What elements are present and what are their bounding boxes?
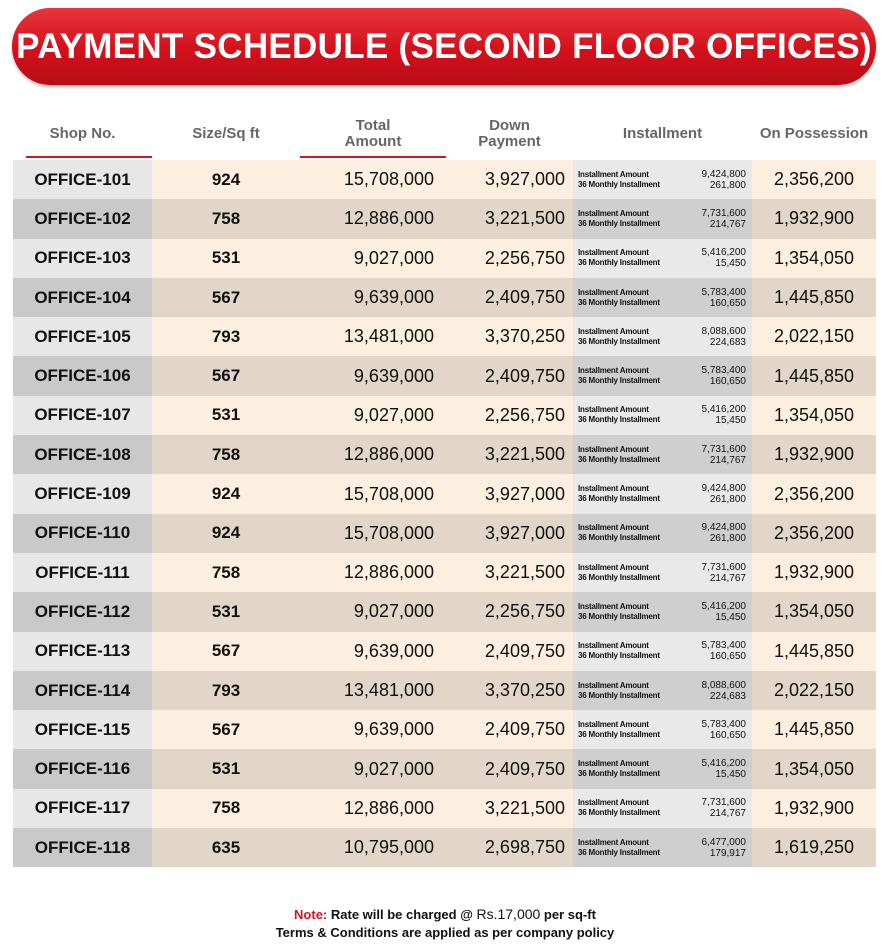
cell-installment bbox=[573, 671, 752, 710]
table-row bbox=[13, 632, 876, 671]
table-row bbox=[13, 671, 876, 710]
header-underline bbox=[300, 156, 446, 158]
installment-values bbox=[702, 797, 747, 819]
installment-amount-value: 5,783,400 bbox=[701, 718, 746, 730]
monthly-installment-value: 261,800 bbox=[709, 494, 746, 506]
cell-total-amount: 9,027,000 bbox=[300, 396, 446, 435]
cell-installment bbox=[573, 789, 752, 828]
header-down-payment bbox=[446, 110, 573, 158]
installment-amount-value: 5,783,400 bbox=[701, 286, 746, 298]
installment-values bbox=[702, 640, 747, 662]
monthly-installment-label: 36 Monthly Installment bbox=[578, 651, 660, 661]
installment-amount-value: 5,783,400 bbox=[701, 365, 746, 377]
monthly-installment-label: 36 Monthly Installment bbox=[578, 690, 660, 700]
installment-labels bbox=[578, 720, 660, 740]
cell-down-payment: 2,409,750 bbox=[446, 278, 573, 317]
monthly-installment-label: 36 Monthly Installment bbox=[578, 179, 660, 189]
cell-on-possession: 1,932,900 bbox=[752, 199, 876, 238]
installment-labels bbox=[578, 563, 660, 583]
cell-shop-no: OFFICE-103 bbox=[13, 239, 152, 278]
header-size-label: Size/Sq ft bbox=[192, 125, 260, 142]
table-row bbox=[13, 199, 876, 238]
installment-values bbox=[702, 287, 747, 309]
installment-amount-label: Installment Amount bbox=[578, 287, 649, 297]
cell-size: 793 bbox=[152, 671, 300, 710]
cell-total-amount: 9,027,000 bbox=[300, 749, 446, 788]
monthly-installment-value: 214,767 bbox=[709, 454, 746, 466]
cell-size: 635 bbox=[152, 828, 300, 867]
installment-amount-label: Installment Amount bbox=[578, 326, 649, 336]
table-row bbox=[13, 710, 876, 749]
cell-total-amount: 12,886,000 bbox=[300, 789, 446, 828]
cell-total-amount: 15,708,000 bbox=[300, 514, 446, 553]
table-row bbox=[13, 553, 876, 592]
installment-values bbox=[702, 680, 747, 702]
cell-installment bbox=[573, 317, 752, 356]
cell-total-amount: 12,886,000 bbox=[300, 553, 446, 592]
cell-on-possession: 2,356,200 bbox=[752, 514, 876, 553]
cell-shop-no: OFFICE-116 bbox=[13, 749, 152, 788]
cell-installment bbox=[573, 828, 752, 867]
table-row bbox=[13, 239, 876, 278]
cell-size: 567 bbox=[152, 278, 300, 317]
installment-amount-value: 7,731,600 bbox=[701, 443, 746, 455]
header-total-line1: Total bbox=[355, 117, 391, 134]
monthly-installment-value: 15,450 bbox=[715, 769, 746, 781]
installment-labels bbox=[578, 170, 660, 190]
monthly-installment-value: 15,450 bbox=[715, 258, 746, 270]
installment-labels bbox=[578, 248, 660, 268]
installment-values bbox=[702, 169, 747, 191]
cell-installment bbox=[573, 592, 752, 631]
rate-note bbox=[0, 905, 890, 924]
installment-amount-label: Installment Amount bbox=[578, 405, 649, 415]
header-total-line2: Amount bbox=[344, 133, 402, 150]
terms-note: Terms & Conditions are applied as per company policy bbox=[275, 925, 615, 940]
installment-values bbox=[702, 719, 747, 741]
installment-amount-label: Installment Amount bbox=[578, 248, 649, 258]
monthly-installment-value: 179,917 bbox=[709, 847, 746, 859]
installment-amount-label: Installment Amount bbox=[578, 601, 649, 611]
cell-shop-no: OFFICE-108 bbox=[13, 435, 152, 474]
installment-amount-label: Installment Amount bbox=[578, 366, 649, 376]
monthly-installment-label: 36 Monthly Installment bbox=[578, 376, 660, 386]
installment-amount-value: 8,088,600 bbox=[701, 325, 746, 337]
installment-labels bbox=[578, 484, 660, 504]
cell-down-payment: 2,698,750 bbox=[446, 828, 573, 867]
cell-shop-no: OFFICE-112 bbox=[13, 592, 152, 631]
cell-installment bbox=[573, 474, 752, 513]
table-row bbox=[13, 592, 876, 631]
cell-installment bbox=[573, 160, 752, 199]
cell-on-possession: 1,932,900 bbox=[752, 553, 876, 592]
installment-labels bbox=[578, 445, 660, 465]
cell-installment bbox=[573, 710, 752, 749]
cell-size: 531 bbox=[152, 396, 300, 435]
installment-labels bbox=[578, 327, 660, 347]
monthly-installment-value: 160,650 bbox=[709, 297, 746, 309]
installment-amount-value: 6,477,000 bbox=[701, 836, 746, 848]
cell-on-possession: 1,354,050 bbox=[752, 396, 876, 435]
cell-on-possession: 1,445,850 bbox=[752, 632, 876, 671]
monthly-installment-value: 224,683 bbox=[709, 690, 746, 702]
header-down-line1: Down bbox=[489, 117, 530, 134]
monthly-installment-value: 214,767 bbox=[709, 572, 746, 584]
table-row bbox=[13, 396, 876, 435]
cell-down-payment: 3,221,500 bbox=[446, 553, 573, 592]
installment-amount-value: 9,424,800 bbox=[701, 168, 746, 180]
cell-down-payment: 3,221,500 bbox=[446, 789, 573, 828]
table-row bbox=[13, 828, 876, 867]
installment-amount-label: Installment Amount bbox=[578, 680, 649, 690]
monthly-installment-label: 36 Monthly Installment bbox=[578, 454, 660, 464]
cell-on-possession: 2,356,200 bbox=[752, 474, 876, 513]
installment-labels bbox=[578, 523, 660, 543]
installment-amount-label: Installment Amount bbox=[578, 484, 649, 494]
header-shop-no bbox=[13, 110, 152, 158]
cell-size: 793 bbox=[152, 317, 300, 356]
cell-down-payment: 3,221,500 bbox=[446, 199, 573, 238]
cell-size: 531 bbox=[152, 592, 300, 631]
cell-on-possession: 1,932,900 bbox=[752, 789, 876, 828]
table-row bbox=[13, 317, 876, 356]
cell-down-payment: 2,409,750 bbox=[446, 749, 573, 788]
installment-labels bbox=[578, 288, 660, 308]
cell-shop-no: OFFICE-107 bbox=[13, 396, 152, 435]
table-row bbox=[13, 278, 876, 317]
installment-amount-label: Installment Amount bbox=[578, 523, 649, 533]
installment-amount-label: Installment Amount bbox=[578, 641, 649, 651]
cell-shop-no: OFFICE-111 bbox=[13, 553, 152, 592]
cell-shop-no: OFFICE-110 bbox=[13, 514, 152, 553]
installment-amount-label: Installment Amount bbox=[578, 562, 649, 572]
monthly-installment-value: 15,450 bbox=[715, 415, 746, 427]
header-underline bbox=[26, 156, 152, 158]
installment-amount-label: Installment Amount bbox=[578, 719, 649, 729]
monthly-installment-label: 36 Monthly Installment bbox=[578, 494, 660, 504]
installment-amount-value: 5,416,200 bbox=[701, 758, 746, 770]
installment-amount-value: 5,416,200 bbox=[701, 404, 746, 416]
cell-installment bbox=[573, 632, 752, 671]
cell-total-amount: 12,886,000 bbox=[300, 199, 446, 238]
monthly-installment-label: 36 Monthly Installment bbox=[578, 572, 660, 582]
schedule-table bbox=[13, 160, 876, 867]
installment-labels bbox=[578, 681, 660, 701]
cell-shop-no: OFFICE-114 bbox=[13, 671, 152, 710]
cell-shop-no: OFFICE-102 bbox=[13, 199, 152, 238]
monthly-installment-label: 36 Monthly Installment bbox=[578, 415, 660, 425]
monthly-installment-value: 160,650 bbox=[709, 729, 746, 741]
installment-values bbox=[702, 208, 747, 230]
installment-labels bbox=[578, 838, 660, 858]
cell-installment bbox=[573, 278, 752, 317]
monthly-installment-label: 36 Monthly Installment bbox=[578, 258, 660, 268]
cell-total-amount: 9,639,000 bbox=[300, 710, 446, 749]
cell-installment bbox=[573, 514, 752, 553]
installment-amount-value: 5,783,400 bbox=[701, 640, 746, 652]
cell-installment bbox=[573, 239, 752, 278]
header-installment-label: Installment bbox=[622, 125, 703, 142]
cell-down-payment: 2,409,750 bbox=[446, 632, 573, 671]
cell-down-payment: 3,927,000 bbox=[446, 514, 573, 553]
cell-down-payment: 3,221,500 bbox=[446, 435, 573, 474]
installment-labels bbox=[578, 641, 660, 661]
cell-on-possession: 1,932,900 bbox=[752, 435, 876, 474]
monthly-installment-label: 36 Monthly Installment bbox=[578, 336, 660, 346]
header-down-line2: Payment bbox=[478, 133, 541, 150]
installment-amount-value: 9,424,800 bbox=[701, 483, 746, 495]
monthly-installment-value: 261,800 bbox=[709, 179, 746, 191]
installment-labels bbox=[578, 798, 660, 818]
cell-on-possession: 1,445,850 bbox=[752, 356, 876, 395]
cell-size: 758 bbox=[152, 553, 300, 592]
installment-labels bbox=[578, 405, 660, 425]
installment-amount-value: 7,731,600 bbox=[701, 561, 746, 573]
header-size bbox=[152, 110, 300, 158]
cell-size: 567 bbox=[152, 632, 300, 671]
installment-amount-label: Installment Amount bbox=[578, 208, 649, 218]
monthly-installment-label: 36 Monthly Installment bbox=[578, 808, 660, 818]
installment-values bbox=[702, 404, 747, 426]
cell-on-possession: 1,354,050 bbox=[752, 239, 876, 278]
cell-installment bbox=[573, 199, 752, 238]
cell-installment bbox=[573, 396, 752, 435]
cell-installment bbox=[573, 356, 752, 395]
header-total-amount bbox=[300, 110, 446, 158]
installment-amount-value: 5,416,200 bbox=[701, 247, 746, 259]
installment-values bbox=[702, 522, 747, 544]
cell-size: 531 bbox=[152, 749, 300, 788]
cell-down-payment: 2,256,750 bbox=[446, 239, 573, 278]
cell-total-amount: 9,639,000 bbox=[300, 278, 446, 317]
note-rate: Rs.17,000 bbox=[476, 906, 541, 922]
cell-shop-no: OFFICE-115 bbox=[13, 710, 152, 749]
cell-total-amount: 13,481,000 bbox=[300, 671, 446, 710]
cell-total-amount: 12,886,000 bbox=[300, 435, 446, 474]
installment-values bbox=[702, 562, 747, 584]
installment-values bbox=[702, 483, 747, 505]
cell-installment bbox=[573, 435, 752, 474]
cell-down-payment: 2,256,750 bbox=[446, 396, 573, 435]
title-banner bbox=[12, 8, 876, 85]
monthly-installment-label: 36 Monthly Installment bbox=[578, 611, 660, 621]
table-row bbox=[13, 356, 876, 395]
cell-size: 567 bbox=[152, 710, 300, 749]
table-row bbox=[13, 474, 876, 513]
cell-total-amount: 9,027,000 bbox=[300, 239, 446, 278]
monthly-installment-label: 36 Monthly Installment bbox=[578, 218, 660, 228]
note-text-before: Rate will be charged @ bbox=[327, 907, 477, 922]
cell-shop-no: OFFICE-117 bbox=[13, 789, 152, 828]
installment-labels bbox=[578, 209, 660, 229]
monthly-installment-value: 160,650 bbox=[709, 376, 746, 388]
cell-size: 924 bbox=[152, 474, 300, 513]
header-shop-no-label: Shop No. bbox=[49, 125, 116, 142]
monthly-installment-value: 261,800 bbox=[709, 533, 746, 545]
cell-size: 758 bbox=[152, 789, 300, 828]
cell-total-amount: 10,795,000 bbox=[300, 828, 446, 867]
installment-values bbox=[702, 444, 747, 466]
cell-down-payment: 3,927,000 bbox=[446, 474, 573, 513]
table-header bbox=[0, 110, 890, 158]
note-label: Note: bbox=[294, 907, 328, 922]
table-row bbox=[13, 749, 876, 788]
installment-labels bbox=[578, 366, 660, 386]
installment-labels bbox=[578, 759, 660, 779]
table-row bbox=[13, 435, 876, 474]
cell-size: 924 bbox=[152, 160, 300, 199]
table-row bbox=[13, 514, 876, 553]
cell-shop-no: OFFICE-101 bbox=[13, 160, 152, 199]
cell-size: 758 bbox=[152, 199, 300, 238]
installment-amount-label: Installment Amount bbox=[578, 444, 649, 454]
installment-values bbox=[702, 758, 747, 780]
cell-shop-no: OFFICE-106 bbox=[13, 356, 152, 395]
installment-amount-value: 5,416,200 bbox=[701, 600, 746, 612]
cell-down-payment: 2,256,750 bbox=[446, 592, 573, 631]
monthly-installment-label: 36 Monthly Installment bbox=[578, 847, 660, 857]
installment-amount-value: 9,424,800 bbox=[701, 522, 746, 534]
cell-installment bbox=[573, 553, 752, 592]
cell-total-amount: 15,708,000 bbox=[300, 160, 446, 199]
cell-on-possession: 2,022,150 bbox=[752, 671, 876, 710]
installment-values bbox=[702, 247, 747, 269]
cell-on-possession: 2,022,150 bbox=[752, 317, 876, 356]
monthly-installment-value: 160,650 bbox=[709, 651, 746, 663]
table-row bbox=[13, 160, 876, 199]
installment-amount-label: Installment Amount bbox=[578, 759, 649, 769]
monthly-installment-label: 36 Monthly Installment bbox=[578, 769, 660, 779]
monthly-installment-value: 214,767 bbox=[709, 808, 746, 820]
monthly-installment-value: 224,683 bbox=[709, 336, 746, 348]
monthly-installment-value: 15,450 bbox=[715, 611, 746, 623]
monthly-installment-value: 214,767 bbox=[709, 218, 746, 230]
installment-values bbox=[702, 326, 747, 348]
cell-down-payment: 2,409,750 bbox=[446, 710, 573, 749]
cell-on-possession: 2,356,200 bbox=[752, 160, 876, 199]
cell-shop-no: OFFICE-109 bbox=[13, 474, 152, 513]
cell-on-possession: 1,354,050 bbox=[752, 749, 876, 788]
cell-total-amount: 9,639,000 bbox=[300, 632, 446, 671]
cell-size: 758 bbox=[152, 435, 300, 474]
installment-amount-value: 8,088,600 bbox=[701, 679, 746, 691]
cell-shop-no: OFFICE-113 bbox=[13, 632, 152, 671]
installment-amount-label: Installment Amount bbox=[578, 798, 649, 808]
cell-shop-no: OFFICE-105 bbox=[13, 317, 152, 356]
cell-size: 924 bbox=[152, 514, 300, 553]
table-row bbox=[13, 789, 876, 828]
cell-down-payment: 3,370,250 bbox=[446, 671, 573, 710]
cell-down-payment: 2,409,750 bbox=[446, 356, 573, 395]
installment-amount-value: 7,731,600 bbox=[701, 207, 746, 219]
cell-total-amount: 15,708,000 bbox=[300, 474, 446, 513]
cell-on-possession: 1,354,050 bbox=[752, 592, 876, 631]
cell-shop-no: OFFICE-118 bbox=[13, 828, 152, 867]
cell-on-possession: 1,445,850 bbox=[752, 710, 876, 749]
note-text-after: per sq-ft bbox=[540, 907, 596, 922]
header-on-possession-label: On Possession bbox=[759, 125, 869, 142]
installment-amount-value: 7,731,600 bbox=[701, 797, 746, 809]
cell-on-possession: 1,619,250 bbox=[752, 828, 876, 867]
installment-amount-label: Installment Amount bbox=[578, 837, 649, 847]
monthly-installment-label: 36 Monthly Installment bbox=[578, 729, 660, 739]
cell-down-payment: 3,370,250 bbox=[446, 317, 573, 356]
header-installment bbox=[573, 110, 752, 158]
installment-values bbox=[702, 601, 747, 623]
cell-total-amount: 9,027,000 bbox=[300, 592, 446, 631]
page-title: PAYMENT SCHEDULE (SECOND FLOOR OFFICES) bbox=[16, 26, 872, 66]
installment-values bbox=[702, 837, 747, 859]
cell-shop-no: OFFICE-104 bbox=[13, 278, 152, 317]
header-on-possession bbox=[752, 110, 876, 158]
cell-installment bbox=[573, 749, 752, 788]
installment-values bbox=[702, 365, 747, 387]
installment-amount-label: Installment Amount bbox=[578, 169, 649, 179]
monthly-installment-label: 36 Monthly Installment bbox=[578, 297, 660, 307]
monthly-installment-label: 36 Monthly Installment bbox=[578, 533, 660, 543]
cell-size: 531 bbox=[152, 239, 300, 278]
cell-down-payment: 3,927,000 bbox=[446, 160, 573, 199]
cell-total-amount: 9,639,000 bbox=[300, 356, 446, 395]
cell-total-amount: 13,481,000 bbox=[300, 317, 446, 356]
installment-labels bbox=[578, 602, 660, 622]
cell-on-possession: 1,445,850 bbox=[752, 278, 876, 317]
cell-size: 567 bbox=[152, 356, 300, 395]
footer-note bbox=[0, 905, 890, 942]
